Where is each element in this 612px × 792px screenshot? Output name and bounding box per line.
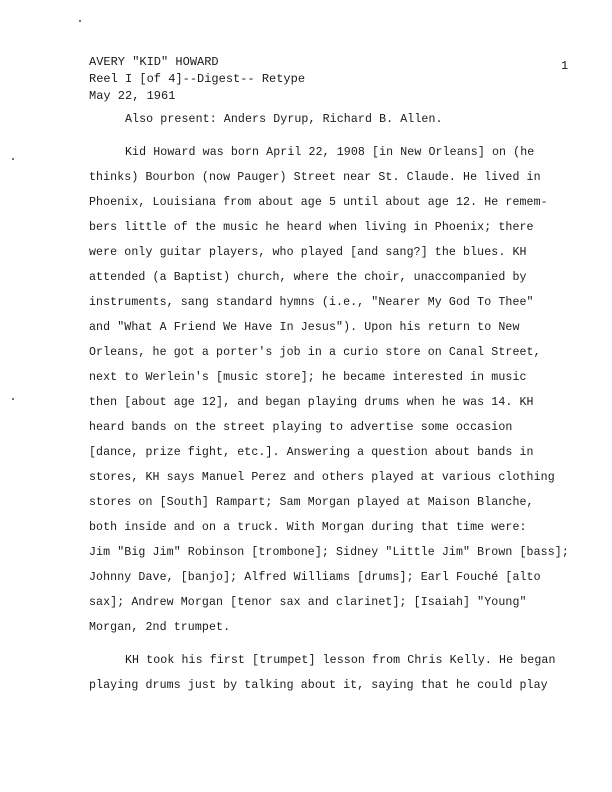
text-line: playing drums just by talking about it, saying that he could play — [89, 679, 548, 692]
text-line: Orleans, he got a porter's job in a curio store on Canal Street, — [89, 346, 541, 359]
scan-speck — [12, 398, 14, 400]
text-line: Johnny Dave, [banjo]; Alfred Williams [drums]; Earl Fouché [alto — [89, 571, 541, 584]
text-line: [dance, prize fight, etc.]. Answering a question about bands in — [89, 446, 534, 459]
text-line: sax]; Andrew Morgan [tenor sax and clarinet]; [Isaiah] "Young" — [89, 596, 527, 609]
text-line: attended (a Baptist) church, where the choir, unaccompanied by — [89, 271, 527, 284]
interview-date: May 22, 1961 — [89, 89, 176, 103]
scan-speck — [79, 20, 81, 22]
text-line: Kid Howard was born April 22, 1908 [in New Orleans] on (he — [125, 146, 535, 159]
reel-info: Reel I [of 4]--Digest-- Retype — [89, 72, 306, 86]
text-line: KH took his first [trumpet] lesson from Chris Kelly. He began — [125, 654, 556, 667]
scan-speck — [12, 158, 14, 160]
text-line: stores on [South] Rampart; Sam Morgan played at Maison Blanche, — [89, 496, 534, 509]
page-number: 1 — [561, 59, 569, 73]
text-line: Jim "Big Jim" Robinson [trombone]; Sidney "Little Jim" Brown [bass]; — [89, 546, 569, 559]
text-line: Also present: Anders Dyrup, Richard B. Allen. — [125, 113, 443, 126]
text-line: Morgan, 2nd trumpet. — [89, 621, 231, 634]
interviewee-name: AVERY "KID" HOWARD — [89, 55, 219, 69]
text-line: both inside and on a truck. With Morgan during that time were: — [89, 521, 527, 534]
text-line: instruments, sang standard hymns (i.e., "Nearer My God To Thee" — [89, 296, 534, 309]
text-line: and "What A Friend We Have In Jesus"). Upon his return to New — [89, 321, 520, 334]
text-line: Phoenix, Louisiana from about age 5 until about age 12. He remem- — [89, 196, 548, 209]
document-header — [89, 54, 305, 105]
text-line: bers little of the music he heard when living in Phoenix; there — [89, 221, 534, 234]
text-line: next to Werlein's [music store]; he became interested in music — [89, 371, 527, 384]
text-line: thinks) Bourbon (now Pauger) Street near St. Claude. He lived in — [89, 171, 541, 184]
text-line: then [about age 12], and began playing drums when he was 14. KH — [89, 396, 534, 409]
text-line: were only guitar players, who played [and sang?] the blues. KH — [89, 246, 527, 259]
text-line: heard bands on the street playing to advertise some occasion — [89, 421, 513, 434]
text-line: stores, KH says Manuel Perez and others played at various clothing — [89, 471, 555, 484]
